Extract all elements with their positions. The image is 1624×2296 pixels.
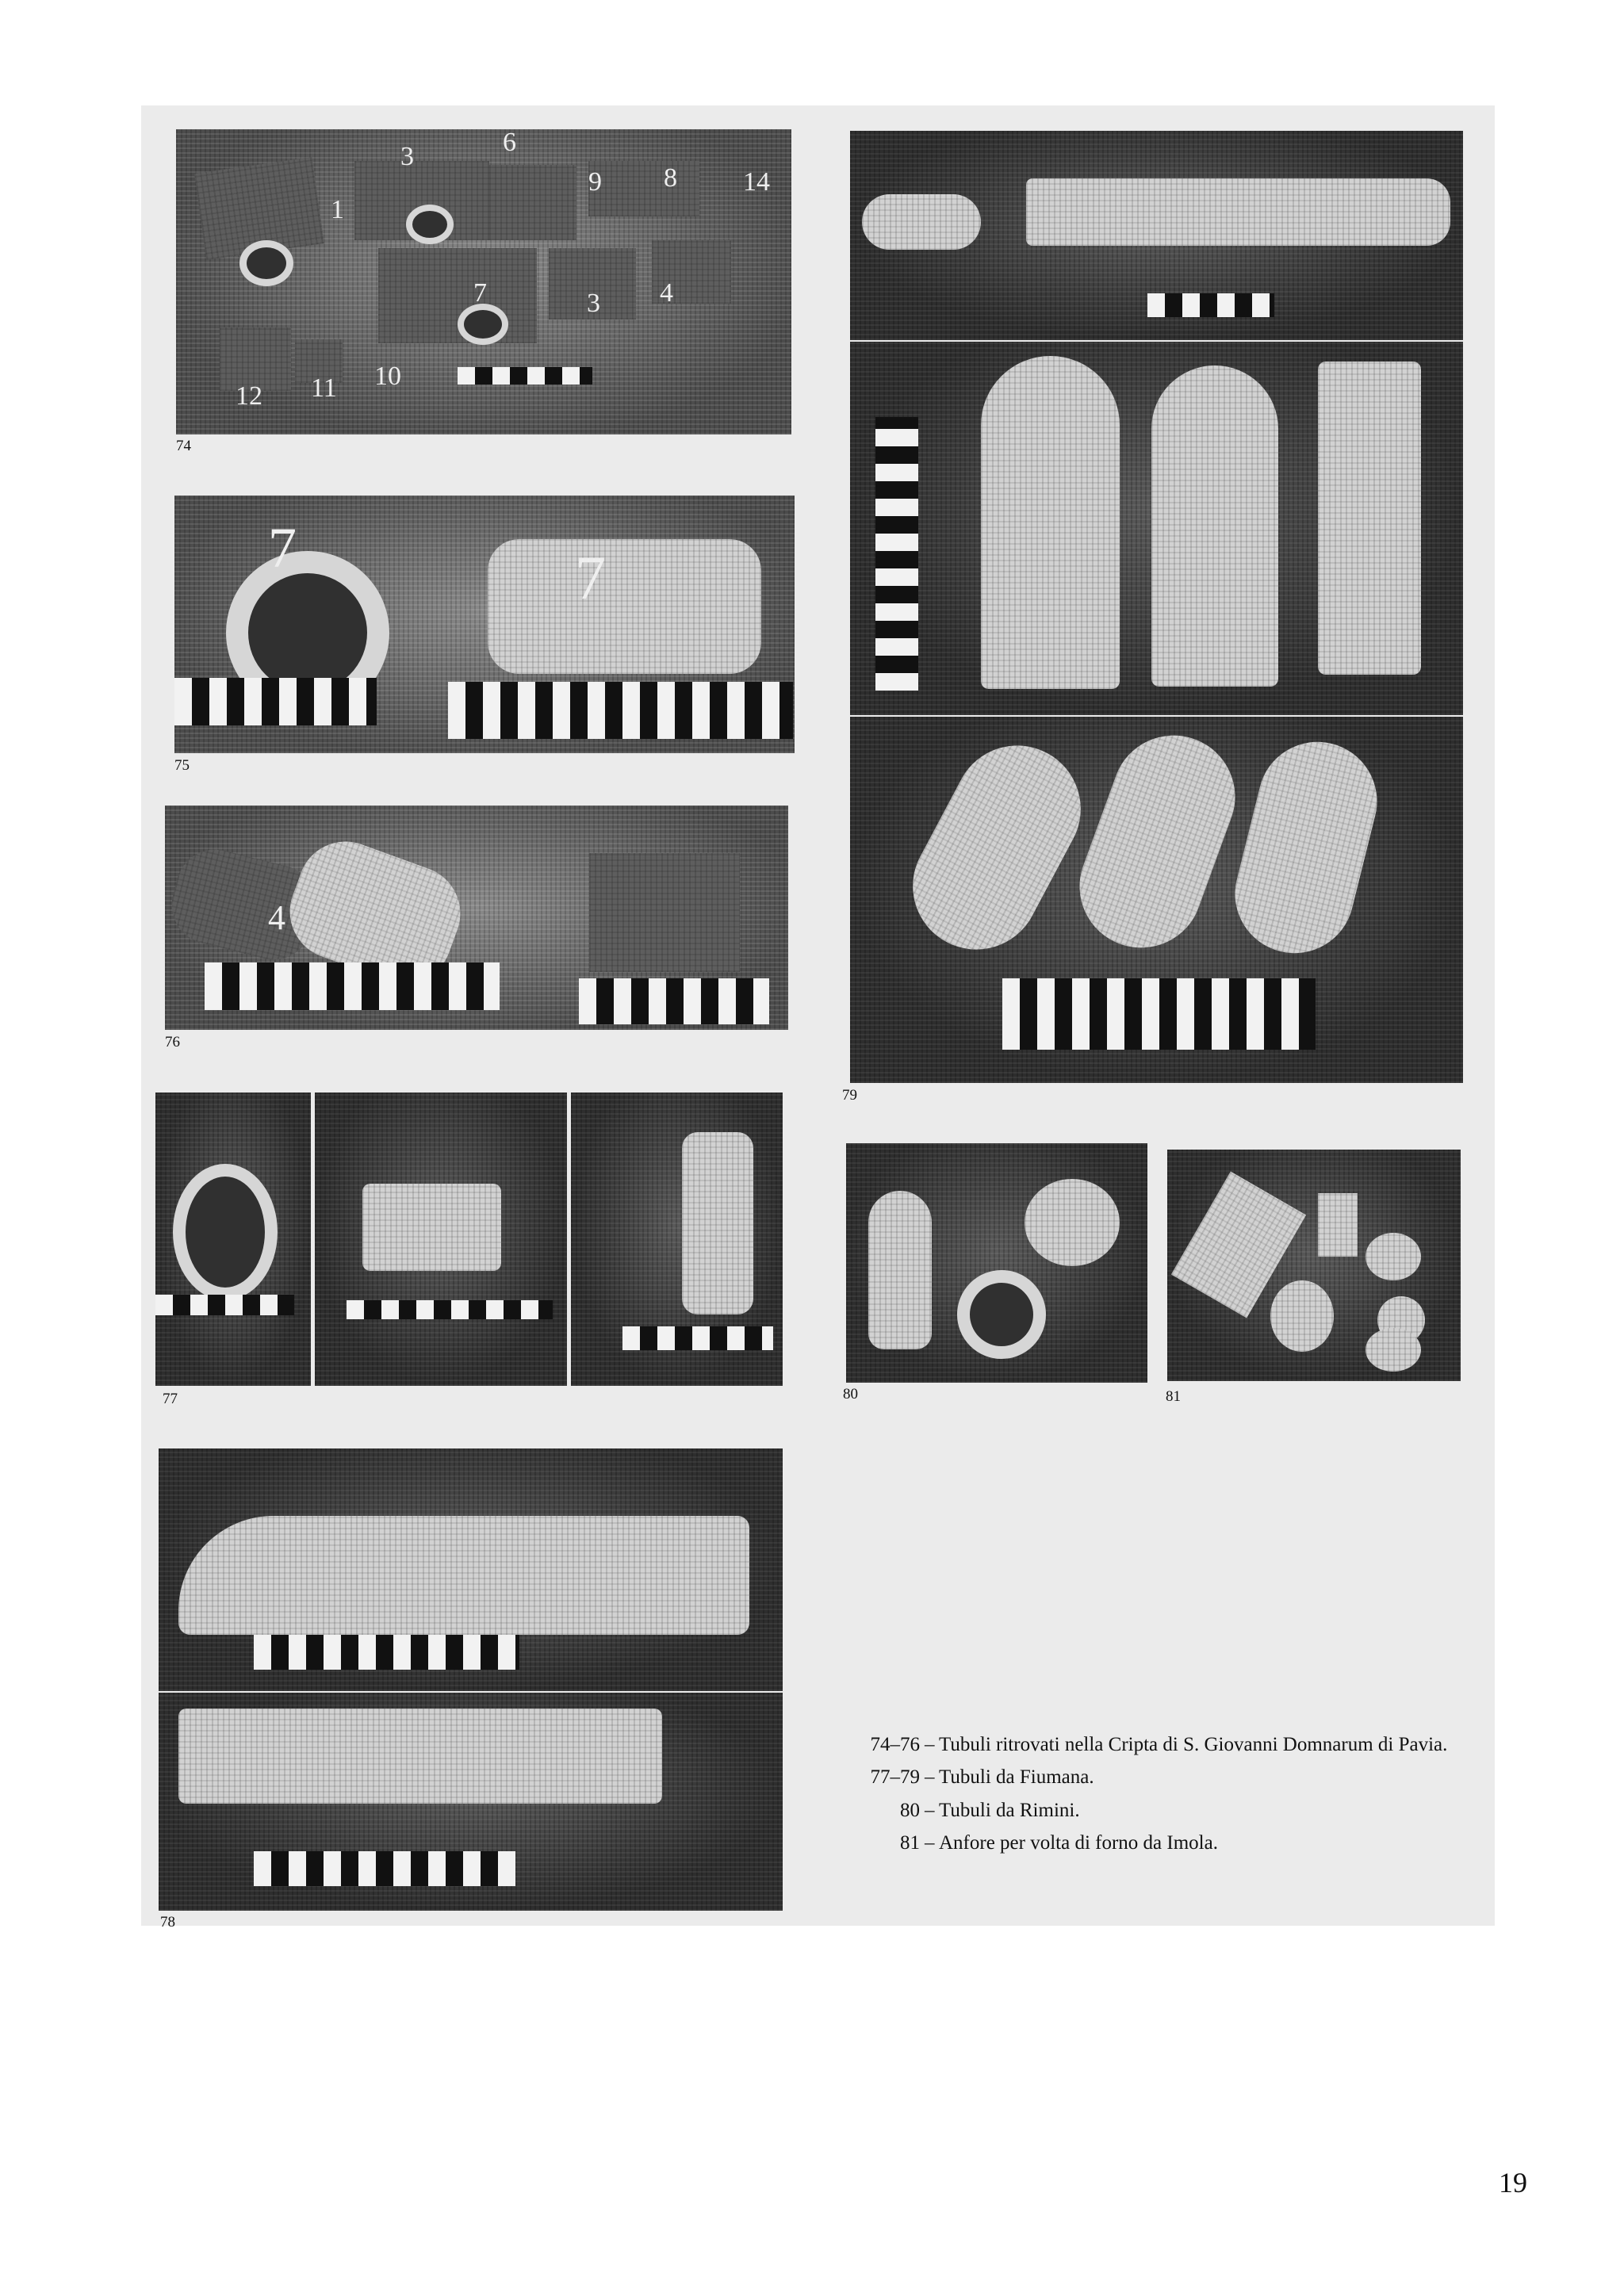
scale-bar	[174, 678, 377, 725]
tubulus	[891, 723, 1103, 972]
tubulus	[1026, 178, 1450, 246]
tubulus	[1318, 362, 1421, 675]
scale-bar	[205, 962, 500, 1010]
figure-79-photo-b	[850, 342, 1463, 715]
figure-77-photo-c	[571, 1093, 783, 1386]
tubulus-fragment	[489, 165, 576, 240]
tubulus	[682, 1132, 753, 1314]
tubulus	[981, 356, 1120, 689]
figure-78-photo-b	[159, 1693, 783, 1911]
figure-number-77: 77	[163, 1391, 178, 1407]
tubulus-opening	[957, 1270, 1046, 1359]
caption-range: 80	[900, 1799, 920, 1821]
caption-range: 77–79	[870, 1766, 920, 1789]
figure-number-76: 76	[165, 1034, 180, 1050]
tubulus	[1063, 718, 1253, 965]
page-number: 19	[1499, 2167, 1527, 2198]
scale-bar	[579, 978, 769, 1024]
scale-bar	[448, 682, 793, 739]
find-marker: 11	[311, 373, 337, 403]
caption	[842, 1831, 1461, 1855]
amphora-fragment	[868, 1191, 932, 1349]
scale-bar	[1002, 978, 1316, 1050]
tubulus-fragment	[588, 161, 699, 216]
find-marker: 7	[268, 516, 297, 580]
amphora-fragment	[1365, 1328, 1421, 1372]
caption-dash: –	[925, 1734, 935, 1755]
caption-dash: –	[925, 1799, 935, 1821]
caption-text: Tubuli da Fiumana.	[939, 1766, 1094, 1789]
scale-bar	[458, 367, 592, 385]
caption-text: Tubuli da Rimini.	[939, 1799, 1080, 1821]
figure-number-75: 75	[174, 757, 190, 774]
tubulus	[362, 1184, 501, 1271]
tubulus-opening	[239, 240, 293, 286]
caption	[842, 1732, 1461, 1757]
find-marker: 8	[664, 163, 677, 193]
figure-number-74: 74	[176, 438, 191, 454]
tubulus-fragment	[488, 539, 761, 674]
scale-bar	[1147, 293, 1274, 317]
figure-80-photo	[846, 1143, 1147, 1383]
find-marker: 9	[588, 167, 602, 197]
find-marker: 14	[743, 167, 770, 197]
amphora-fragment	[1025, 1179, 1120, 1266]
figure-74-photo	[176, 129, 791, 434]
figure-number-79: 79	[842, 1087, 857, 1104]
tubulus-fragment	[589, 853, 740, 972]
figure-79-photo-a	[850, 131, 1463, 340]
caption-text: Anfore per volta di forno da Imola.	[939, 1831, 1218, 1854]
find-marker: 3	[400, 142, 414, 171]
tubulus	[178, 1516, 749, 1635]
figure-number-80: 80	[843, 1386, 858, 1402]
figure-78-photo-a	[159, 1448, 783, 1691]
scale-bar	[347, 1300, 553, 1319]
caption	[842, 1798, 1461, 1823]
find-marker: 7	[473, 278, 487, 308]
amphora-fragment	[1318, 1193, 1358, 1257]
amphora-fragment	[1365, 1233, 1421, 1280]
find-marker: 12	[236, 381, 262, 411]
caption-dash: –	[925, 1831, 935, 1854]
find-marker: 7	[575, 543, 606, 612]
find-marker: 10	[374, 362, 401, 391]
scale-bar	[622, 1326, 773, 1350]
find-marker: 6	[503, 129, 516, 157]
caption	[842, 1765, 1461, 1789]
find-marker: 4	[660, 278, 673, 308]
figure-76-photo	[165, 806, 788, 1030]
tubulus-opening	[458, 304, 508, 345]
caption-range: 74–76	[870, 1734, 920, 1755]
figure-number-78: 78	[160, 1914, 175, 1931]
caption-dash: –	[925, 1766, 935, 1789]
tubulus-opening	[406, 205, 454, 244]
tubulus	[178, 1709, 662, 1804]
figure-77-photo-b	[315, 1093, 567, 1386]
scale-bar	[155, 1295, 294, 1315]
scale-bar	[875, 417, 918, 691]
figure-79-photo-c	[850, 717, 1463, 1083]
figure-77-photo-a	[155, 1093, 311, 1386]
captions	[842, 1732, 1461, 1863]
amphora-fragment	[1270, 1280, 1334, 1352]
tubulus-opening	[173, 1164, 278, 1300]
tubulus	[1151, 365, 1278, 687]
tubulus	[1223, 729, 1390, 966]
figure-81-photo	[1167, 1150, 1461, 1381]
find-marker: 1	[331, 195, 344, 224]
tubulus-fragment	[862, 194, 981, 250]
caption-range: 81	[900, 1831, 920, 1854]
find-marker: 4	[268, 898, 285, 937]
figure-number-81: 81	[1166, 1388, 1181, 1405]
scale-bar	[254, 1635, 519, 1670]
caption-text: Tubuli ritrovati nella Cripta di S. Giovanni Domnarum di Pavia.	[939, 1734, 1448, 1755]
scale-bar	[254, 1851, 515, 1886]
figure-75-photo	[174, 496, 795, 753]
find-marker: 3	[587, 289, 600, 318]
